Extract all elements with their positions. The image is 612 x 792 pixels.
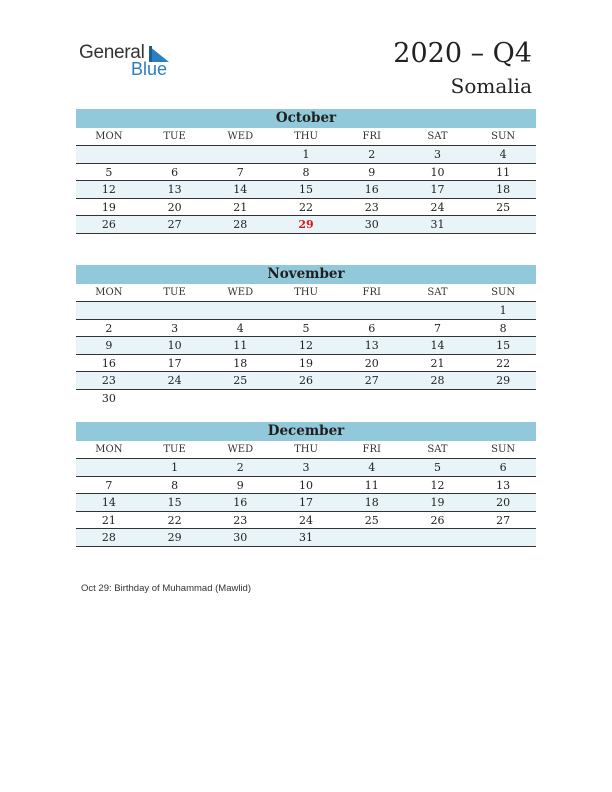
week-row bbox=[76, 146, 536, 164]
day-cell: 15 bbox=[299, 183, 314, 196]
month-name: November bbox=[76, 265, 536, 284]
day-cell: 17 bbox=[167, 356, 182, 370]
day-cell: 16 bbox=[233, 496, 248, 509]
logo-text-general: General bbox=[79, 42, 145, 63]
week-row bbox=[76, 337, 536, 355]
day-cell: 3 bbox=[302, 461, 310, 474]
day-cell: 20 bbox=[496, 496, 511, 509]
day-cell: 13 bbox=[167, 183, 182, 196]
weekday-label: TUE bbox=[163, 287, 186, 298]
holiday-note: Oct 29: Birthday of Muhammad (Mawlid) bbox=[81, 583, 252, 594]
weekday-header-row bbox=[76, 441, 536, 459]
day-cell bbox=[76, 146, 142, 163]
day-cell bbox=[273, 390, 339, 408]
day-cell bbox=[339, 529, 405, 546]
day-cell bbox=[470, 529, 536, 546]
day-cell: 3 bbox=[433, 148, 441, 161]
week-row bbox=[76, 512, 536, 530]
day-cell: 21 bbox=[101, 513, 116, 527]
day-cell: 23 bbox=[101, 374, 116, 387]
page-title: 2020 – Q4 bbox=[393, 38, 532, 69]
day-cell: 6 bbox=[368, 321, 376, 335]
day-cell: 2 bbox=[105, 321, 113, 335]
month-october bbox=[76, 109, 536, 234]
week-row bbox=[76, 477, 536, 495]
day-cell: 19 bbox=[430, 496, 445, 509]
day-cell: 10 bbox=[430, 165, 445, 179]
day-cell: 14 bbox=[101, 496, 116, 509]
weekday-label: SAT bbox=[427, 287, 448, 298]
day-cell: 6 bbox=[499, 461, 507, 474]
day-cell: 30 bbox=[364, 218, 379, 231]
day-cell: 29 bbox=[496, 374, 511, 387]
day-cell: 11 bbox=[233, 339, 248, 352]
day-cell: 7 bbox=[105, 478, 113, 492]
day-cell: 2 bbox=[236, 461, 244, 474]
day-cell: 15 bbox=[496, 339, 511, 352]
day-cell bbox=[470, 216, 536, 233]
day-cell bbox=[76, 302, 142, 319]
day-cell: 5 bbox=[105, 165, 113, 179]
day-cell: 28 bbox=[430, 374, 445, 387]
week-row bbox=[76, 355, 536, 373]
day-cell: 5 bbox=[433, 461, 441, 474]
day-cell bbox=[142, 390, 208, 408]
week-row bbox=[76, 390, 536, 408]
day-cell: 1 bbox=[302, 148, 310, 161]
month-december bbox=[76, 422, 536, 547]
day-cell: 4 bbox=[236, 321, 244, 335]
day-cell bbox=[273, 302, 339, 319]
day-cell: 16 bbox=[101, 356, 116, 370]
day-cell bbox=[207, 390, 273, 408]
day-cell bbox=[405, 302, 471, 319]
day-cell: 7 bbox=[433, 321, 441, 335]
day-cell: 6 bbox=[171, 165, 179, 179]
day-cell: 31 bbox=[299, 531, 314, 544]
month-name: October bbox=[76, 109, 536, 128]
day-cell: 12 bbox=[101, 183, 116, 196]
day-cell: 25 bbox=[496, 200, 511, 214]
day-cell: 27 bbox=[496, 513, 511, 527]
day-cell: 13 bbox=[496, 478, 511, 492]
day-cell: 10 bbox=[299, 478, 314, 492]
week-row bbox=[76, 494, 536, 512]
weekday-label: SAT bbox=[427, 444, 448, 455]
weekday-label: MON bbox=[95, 287, 123, 298]
day-cell: 27 bbox=[167, 218, 182, 231]
day-cell: 16 bbox=[364, 183, 379, 196]
day-cell: 8 bbox=[302, 165, 310, 179]
day-cell: 1 bbox=[171, 461, 179, 474]
weekday-label: MON bbox=[95, 131, 123, 142]
day-cell: 17 bbox=[299, 496, 314, 509]
weekday-label: TUE bbox=[163, 131, 186, 142]
day-cell bbox=[142, 302, 208, 319]
weekday-label: WED bbox=[227, 444, 254, 455]
day-cell: 19 bbox=[299, 356, 314, 370]
day-cell: 17 bbox=[430, 183, 445, 196]
weekday-label: SAT bbox=[427, 131, 448, 142]
day-cell bbox=[207, 302, 273, 319]
day-cell: 12 bbox=[430, 478, 445, 492]
day-cell bbox=[339, 390, 405, 408]
day-cell: 24 bbox=[167, 374, 182, 387]
weekday-label: TUE bbox=[163, 444, 186, 455]
day-cell: 22 bbox=[299, 200, 314, 214]
day-cell bbox=[207, 146, 273, 163]
day-cell: 9 bbox=[105, 339, 113, 352]
weekday-label: FRI bbox=[362, 131, 381, 142]
day-cell: 11 bbox=[364, 478, 379, 492]
weekday-label: WED bbox=[227, 131, 254, 142]
day-cell: 31 bbox=[430, 218, 445, 231]
week-row bbox=[76, 459, 536, 477]
month-name: December bbox=[76, 422, 536, 441]
day-cell: 20 bbox=[364, 356, 379, 370]
day-cell: 18 bbox=[364, 496, 379, 509]
weekday-label: FRI bbox=[362, 444, 381, 455]
month-november bbox=[76, 265, 536, 407]
week-row bbox=[76, 372, 536, 390]
weekday-label: SUN bbox=[491, 287, 516, 298]
day-cell: 15 bbox=[167, 496, 182, 509]
day-cell: 28 bbox=[101, 531, 116, 544]
day-cell: 25 bbox=[364, 513, 379, 527]
day-cell: 30 bbox=[101, 391, 116, 405]
weekday-label: SUN bbox=[491, 444, 516, 455]
day-cell bbox=[470, 390, 536, 408]
day-cell: 14 bbox=[430, 339, 445, 352]
day-cell: 13 bbox=[364, 339, 379, 352]
weekday-label: THU bbox=[294, 131, 318, 142]
day-cell: 29 bbox=[167, 531, 182, 544]
page-subtitle: Somalia bbox=[450, 74, 532, 98]
day-cell: 26 bbox=[101, 218, 116, 231]
day-cell: 20 bbox=[167, 200, 182, 214]
day-cell: 25 bbox=[233, 374, 248, 387]
day-cell bbox=[339, 302, 405, 319]
day-cell: 12 bbox=[299, 339, 314, 352]
week-row bbox=[76, 529, 536, 547]
day-cell: 24 bbox=[430, 200, 445, 214]
day-cell: 21 bbox=[233, 200, 248, 214]
day-cell: 26 bbox=[430, 513, 445, 527]
day-cell-holiday: 29 bbox=[298, 218, 314, 231]
day-cell: 8 bbox=[171, 478, 179, 492]
day-cell bbox=[76, 459, 142, 476]
day-cell: 7 bbox=[236, 165, 244, 179]
week-row bbox=[76, 164, 536, 182]
day-cell: 14 bbox=[233, 183, 248, 196]
day-cell: 4 bbox=[499, 148, 507, 161]
day-cell: 8 bbox=[499, 321, 507, 335]
day-cell: 2 bbox=[368, 148, 376, 161]
day-cell: 26 bbox=[299, 374, 314, 387]
logo-text-blue: Blue bbox=[131, 59, 168, 79]
weekday-label: THU bbox=[294, 444, 318, 455]
day-cell: 27 bbox=[364, 374, 379, 387]
week-row bbox=[76, 302, 536, 320]
week-row bbox=[76, 216, 536, 234]
day-cell: 21 bbox=[430, 356, 445, 370]
week-row bbox=[76, 199, 536, 217]
day-cell: 18 bbox=[233, 356, 248, 370]
day-cell: 5 bbox=[302, 321, 310, 335]
day-cell: 23 bbox=[364, 200, 379, 214]
day-cell: 3 bbox=[171, 321, 179, 335]
day-cell: 19 bbox=[101, 200, 116, 214]
day-cell: 9 bbox=[236, 478, 244, 492]
day-cell: 9 bbox=[368, 165, 376, 179]
weekday-label: WED bbox=[227, 287, 254, 298]
weekday-label: THU bbox=[294, 287, 318, 298]
week-row bbox=[76, 181, 536, 199]
day-cell bbox=[405, 390, 471, 408]
weekday-header-row bbox=[76, 284, 536, 302]
day-cell: 22 bbox=[167, 513, 182, 527]
day-cell: 4 bbox=[368, 461, 376, 474]
weekday-label: SUN bbox=[491, 131, 516, 142]
day-cell: 1 bbox=[499, 304, 507, 317]
day-cell: 23 bbox=[233, 513, 248, 527]
day-cell bbox=[142, 146, 208, 163]
day-cell: 28 bbox=[233, 218, 248, 231]
day-cell: 18 bbox=[496, 183, 511, 196]
weekday-label: MON bbox=[95, 444, 123, 455]
day-cell: 11 bbox=[496, 165, 511, 179]
day-cell: 30 bbox=[233, 531, 248, 544]
day-cell: 24 bbox=[299, 513, 314, 527]
day-cell: 10 bbox=[167, 339, 182, 352]
weekday-header-row bbox=[76, 128, 536, 146]
day-cell bbox=[405, 529, 471, 546]
brand-logo bbox=[79, 42, 179, 82]
day-cell: 22 bbox=[496, 356, 511, 370]
weekday-label: FRI bbox=[362, 287, 381, 298]
week-row bbox=[76, 320, 536, 338]
